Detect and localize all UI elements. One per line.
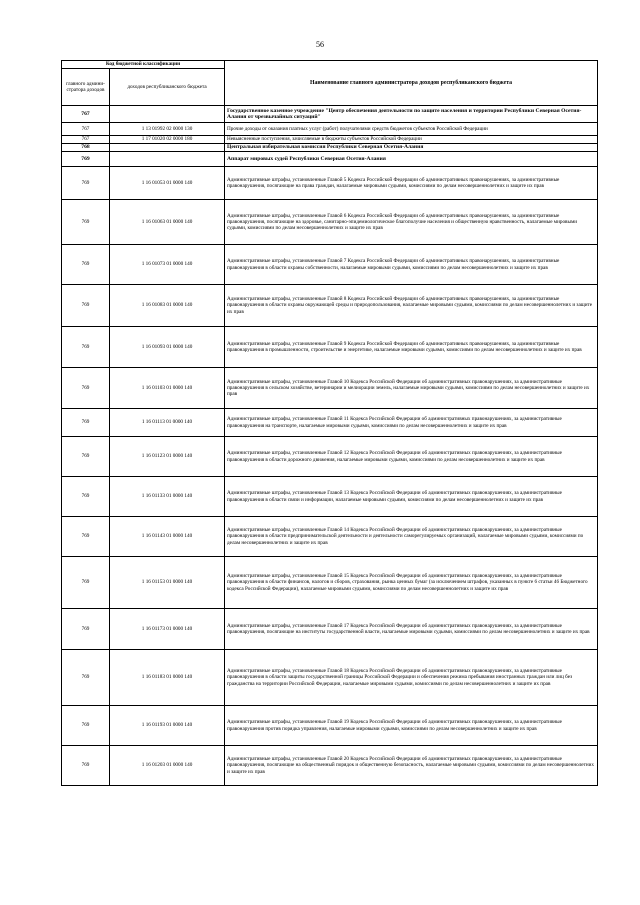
income-code-cell: 1 16 01143 01 0000 140 <box>110 517 225 557</box>
income-code-cell: 1 16 01173 01 0000 140 <box>110 609 225 650</box>
table-row <box>62 409 598 437</box>
income-name-cell: Административные штрафы, установленные Главой 18 Кодекса Российской Федерации об административных правонарушениях, за административные правонарушения в области защиты государственной границы Российской Федерации и обеспечения режима пребывания иностранных граждан или лиц без гражданства на территории Российской Федерации, налагаемые мировыми судьями, комиссиями по делам несовершеннолетних и защите их прав <box>225 650 598 706</box>
income-code-cell: 1 16 01073 01 0000 140 <box>110 245 225 285</box>
admin-code-cell: 769 <box>62 368 110 409</box>
table-row <box>62 136 598 144</box>
admin-code-cell: 769 <box>62 152 110 167</box>
admin-code-cell: 769 <box>62 477 110 517</box>
admin-code-cell: 769 <box>62 517 110 557</box>
income-name-cell: Административные штрафы, установленные Главой 8 Кодекса Российской Федерации об административных правонарушениях, за административные правонарушения в области охраны окружающей среды и природопользования, налагаемые мировыми судьями, комиссиями по делам несовершеннолетних и защите их прав <box>225 285 598 327</box>
admin-code-cell: 769 <box>62 409 110 437</box>
header-group-title: Код бюджетной классификации <box>62 61 225 69</box>
table-row <box>62 245 598 285</box>
income-code-cell: 1 16 01093 01 0000 140 <box>110 327 225 368</box>
income-name-cell: Административные штрафы, установленные Главой 13 Кодекса Российской Федерации об административных правонарушениях, за административные правонарушения в области связи и информации, налагаемые мировыми судьями, комиссиями по делам несовершеннолетних и защите их прав <box>225 477 598 517</box>
table-row <box>62 144 598 152</box>
income-code-cell: 1 16 01183 01 0000 140 <box>110 650 225 706</box>
table-row <box>62 477 598 517</box>
table-row <box>62 650 598 706</box>
income-name-cell: Административные штрафы, установленные Главой 6 Кодекса Российской Федерации об административных правонарушениях, за административные правонарушения, посягающие на здоровье, санитарно-эпидемиологическое благополучие населения и общественную нравственность, налагаемые мировыми судьями, комиссиями по делам несовершеннолетних и защите их прав <box>225 200 598 245</box>
table-row <box>62 106 598 123</box>
admin-code-cell: 768 <box>62 144 110 152</box>
income-name-cell: Административные штрафы, установленные Главой 10 Кодекса Российской Федерации об административных правонарушениях, за административные правонарушения в сельском хозяйстве, ветеринарии и мелиорации земель, налагаемые мировыми судьями, комиссиями по делам несовершеннолетних и защите их прав <box>225 368 598 409</box>
admin-code-cell: 769 <box>62 609 110 650</box>
income-name-cell: Административные штрафы, установленные Главой 12 Кодекса Российской Федерации об административных правонарушениях, за административные правонарушения в области дорожного движения, налагаемые мировыми судьями, комиссиями по делам несовершеннолетних и защите их прав <box>225 437 598 477</box>
income-code-cell <box>110 106 225 123</box>
income-name-cell: Административные штрафы, установленные Главой 5 Кодекса Российской Федерации об административных правонарушениях, за административные правонарушения, посягающие на права граждан, налагаемые мировыми судьями, комиссиями по делам несовершеннолетних и защите их прав <box>225 167 598 200</box>
income-code-cell: 1 16 01053 01 0000 140 <box>110 167 225 200</box>
table-row <box>62 746 598 786</box>
table-row <box>62 167 598 200</box>
table-row <box>62 609 598 650</box>
admin-code-cell: 769 <box>62 437 110 477</box>
income-name-cell: Административные штрафы, установленные Главой 9 Кодекса Российской Федерации об административных правонарушениях, за административные правонарушения в промышленности, строительстве и энергетике, налагаемые мировыми судьями, комиссиями по делам несовершеннолетних и защите их прав <box>225 327 598 368</box>
income-code-cell: 1 13 01992 02 0000 130 <box>110 123 225 136</box>
income-name-cell: Административные штрафы, установленные Главой 19 Кодекса Российской Федерации об административных правонарушениях, за административные правонарушения против порядка управления, налагаемые мировыми судьями, комиссиями по делам несовершеннолетних и защите их прав <box>225 706 598 746</box>
income-code-cell: 1 16 01063 01 0000 140 <box>110 200 225 245</box>
income-name-cell: Административные штрафы, установленные Главой 7 Кодекса Российской Федерации об административных правонарушениях, за административные правонарушения в области охраны собственности, налагаемые мировыми судьями, комиссиями по делам несовершеннолетних и защите их прав <box>225 245 598 285</box>
income-code-cell: 1 16 01203 01 0000 140 <box>110 746 225 786</box>
table-row <box>62 285 598 327</box>
admin-code-cell: 769 <box>62 285 110 327</box>
table-row <box>62 517 598 557</box>
income-name-cell: Административные штрафы, установленные Главой 17 Кодекса Российской Федерации об административных правонарушениях, за административные правонарушения, посягающие на институты государственной власти, налагаемые мировыми судьями, комиссиями по делам несовершеннолетних и защите их прав <box>225 609 598 650</box>
admin-code-cell: 767 <box>62 123 110 136</box>
table-row <box>62 152 598 167</box>
income-code-cell <box>110 152 225 167</box>
page-number: 56 <box>316 40 324 49</box>
income-code-cell: 1 16 01083 01 0000 140 <box>110 285 225 327</box>
admin-code-cell: 769 <box>62 650 110 706</box>
income-name-cell: Невыясненные поступления, зачисляемые в бюджеты субъектов Российской Федерации <box>225 136 598 144</box>
income-name-cell: Административные штрафы, установленные Главой 11 Кодекса Российской Федерации об административных правонарушениях, за административные правонарушения на транспорте, налагаемые мировыми судьями, комиссиями по делам несовершеннолетних и защите их прав <box>225 409 598 437</box>
admin-code-cell: 767 <box>62 136 110 144</box>
income-code-cell: 1 16 01153 01 0000 140 <box>110 557 225 609</box>
admin-code-cell: 769 <box>62 746 110 786</box>
header-name-column: Наименование главного администратора доходов республиканского бюджета <box>225 61 598 106</box>
income-code-cell: 1 16 01123 01 0000 140 <box>110 437 225 477</box>
income-code-cell: 1 16 01103 01 0000 140 <box>110 368 225 409</box>
admin-code-cell: 769 <box>62 245 110 285</box>
income-name-cell: Административные штрафы, установленные Главой 14 Кодекса Российской Федерации об административных правонарушениях, за административные правонарушения в области предпринимательской деятельности и деятельности саморегулируемых организаций, налагаемые мировыми судьями, комиссиями по делам несовершеннолетних и защите их прав <box>225 517 598 557</box>
admin-code-cell: 769 <box>62 327 110 368</box>
income-name-cell: Центральная избирательная комиссия Республики Северная Осетия-Алания <box>225 144 598 152</box>
income-name-cell: Аппарат мировых судей Республики Северная Осетия-Алания <box>225 152 598 167</box>
admin-code-cell: 769 <box>62 200 110 245</box>
table-row <box>62 368 598 409</box>
admin-code-cell: 769 <box>62 706 110 746</box>
table-row <box>62 123 598 136</box>
table-row <box>62 200 598 245</box>
admin-code-cell: 767 <box>62 106 110 123</box>
table-row <box>62 327 598 368</box>
income-code-cell: 1 16 01193 01 0000 140 <box>110 706 225 746</box>
income-code-cell: 1 16 01113 01 0000 140 <box>110 409 225 437</box>
table-row <box>62 706 598 746</box>
income-code-cell: 1 16 01133 01 0000 140 <box>110 477 225 517</box>
income-name-cell: Административные штрафы, установленные Главой 15 Кодекса Российской Федерации об административных правонарушениях, за административные правонарушения в области финансов, налогов и сборов, страхования, рынка ценных бумаг (за исключением штрафов, указанных в пункте 6 статьи 46 Бюджетного кодекса Российской Федерации), налагаемые мировыми судьями, комиссиями по делам несовершеннолетних и защите их прав <box>225 557 598 609</box>
income-code-cell <box>110 144 225 152</box>
admin-code-cell: 769 <box>62 167 110 200</box>
income-name-cell: Государственное казенное учреждение "Центр обеспечения деятельности по защите населения и территории Республики Северная Осетия-Алания от чрезвычайных ситуаций" <box>225 106 598 123</box>
income-code-cell: 1 17 01020 02 0000 180 <box>110 136 225 144</box>
income-name-cell: Прочие доходы от оказания платных услуг (работ) получателями средств бюджетов субъектов Российской Федерации <box>225 123 598 136</box>
header-admin-column: главного админи-стратора доходов <box>62 69 110 106</box>
income-name-cell: Административные штрафы, установленные Главой 20 Кодекса Российской Федерации об административных правонарушениях, за административные правонарушения, посягающие на общественный порядок и общественную безопасность, налагаемые мировыми судьями, комиссиями по делам несовершеннолетних и защите их прав <box>225 746 598 786</box>
header-income-column: доходов республиканского бюджета <box>110 69 225 106</box>
table-row <box>62 557 598 609</box>
table-row <box>62 437 598 477</box>
table-body <box>62 106 598 786</box>
budget-classification-table <box>61 60 598 786</box>
admin-code-cell: 769 <box>62 557 110 609</box>
